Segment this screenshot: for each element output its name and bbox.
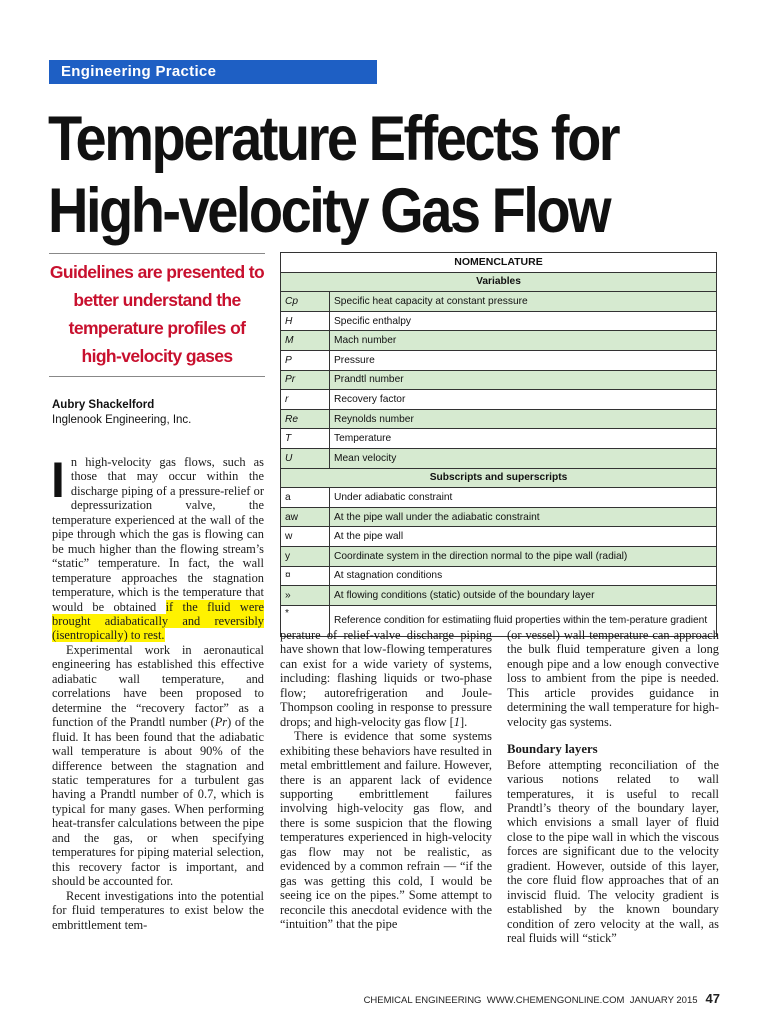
prandtl-symbol: Pr (214, 715, 228, 730)
nom-description: Reynolds number (330, 409, 717, 429)
section-heading: Boundary layers (507, 742, 598, 757)
title-line-2: High-velocity Gas Flow (48, 174, 610, 246)
nom-description: Specific enthalpy (330, 311, 717, 331)
nom-description: Mach number (330, 331, 717, 351)
nom-symbol: H (281, 311, 330, 331)
author-name: Aubry Shackelford (52, 399, 155, 411)
nom-description: Temperature (330, 429, 717, 449)
body-column-1 (51, 452, 265, 932)
paragraph-text: n high-velocity gas flows, such as those that may occur within the discharge piping of a pressure-relief or depressurization valve, the temperature experienced at the wall of the pipe through which the gas is flowing can be much higher than the flowing stream’s “static” temperature. In fact, the wall temperature approaches the stagnation temperature, which is the temperature that would be obtained (52, 455, 264, 614)
paragraph: Recent investigations into the potential for fluid temperatures to exist below the embrittlement tem- (52, 888, 264, 932)
deck-bottom-rule (49, 376, 265, 377)
body-column-3 (507, 628, 719, 946)
title-line-1: Temperature Effects for (48, 103, 619, 174)
article-title (48, 103, 748, 246)
drop-cap: I (51, 452, 65, 508)
subscripts-heading: Subscripts and superscripts (281, 468, 717, 488)
paragraph (280, 628, 492, 729)
page-footer (364, 991, 720, 1006)
reference-number: 1 (453, 714, 460, 729)
footer-text: CHEMICAL ENGINEERING WWW.CHEMENGONLINE.COM JANUARY 2015 (363, 995, 698, 1006)
nom-symbol: aw (281, 507, 330, 527)
nomenclature-heading: NOMENCLATURE (281, 253, 717, 273)
highlighted-text: if the fluid were brought adiabatically and reversibly (isentropically) to rest. (52, 599, 264, 643)
nomenclature-table (280, 252, 717, 637)
page-number: 47 (705, 991, 720, 1006)
author-affiliation: Inglenook Engineering, Inc. (52, 414, 192, 426)
nom-symbol: T (281, 429, 330, 449)
variables-heading: Variables (281, 272, 717, 292)
nom-symbol: U (281, 448, 330, 468)
author-block (52, 398, 191, 428)
nom-symbol: w (281, 527, 330, 547)
nom-description: Specific heat capacity at constant pressure (330, 292, 717, 312)
paragraph-text: perature of relief-valve discharge piping have shown that low-flowing temperatures can exist for a wide variety of systems, including: flashing liquids or two-phase flow; autorefrigeration and Joule-Thompson cooling in response to pressure drops; and high-velocity gas flow [ (280, 628, 492, 729)
paragraph-text: Experimental work in aeronautical engineering has established this effective adiabatic wall temperature, and correlations have been proposed to determine the “recovery factor” as a function of the Prandtl number ( (52, 642, 264, 730)
nom-description: Reference condition for estimatiing fluid properties within the tem-perature gradient (330, 605, 717, 636)
nom-symbol: ¤ (281, 566, 330, 586)
nom-symbol: » (281, 586, 330, 606)
nom-symbol: a (281, 488, 330, 508)
nom-symbol: y (281, 546, 330, 566)
nom-symbol: Pr (281, 370, 330, 390)
deck-top-rule (49, 253, 265, 254)
nom-description: At stagnation conditions (330, 566, 717, 586)
paragraph (51, 452, 264, 643)
nom-description: Mean velocity (330, 448, 717, 468)
nom-symbol: r (281, 390, 330, 410)
body-column-2 (280, 628, 492, 932)
paragraph (52, 643, 264, 889)
paragraph-text: ) of the fluid. It has been found that the adiabatic wall temperature is about 90% of the difference between the stagnation and static temperatures for a turbulent gas having a Prandtl number of 0.7, which is typical for many gases. When performing heat-transfer calculations between the pipe and the gas, or when specifying temperatures for piping material selection, this recovery factor is important, and should be accounted for. (52, 715, 265, 889)
nom-symbol: Cp (281, 292, 330, 312)
paragraph: (or vessel) wall temperature can approach the bulk fluid temperature given a long enough pipe and a low enough convective loss to ambient from the pipe is needed. This article provides guidance in determining the wall temperature for high-velocity gas systems. (507, 628, 719, 729)
nom-description: Prandtl number (330, 370, 717, 390)
article-deck: Guidelines are presented to better understand the temperature profiles of high-velocity gases (49, 262, 265, 366)
paragraph-text: ]. (459, 714, 468, 729)
nom-symbol: P (281, 350, 330, 370)
nom-description: At flowing conditions (static) outside of the boundary layer (330, 586, 717, 606)
nom-description: Coordinate system in the direction normal to the pipe wall (radial) (330, 546, 717, 566)
nom-description: At the pipe wall (330, 527, 717, 547)
nom-description: At the pipe wall under the adiabatic constraint (330, 507, 717, 527)
nom-symbol: M (281, 331, 330, 351)
section-label: Engineering Practice (49, 60, 377, 84)
nom-description: Recovery factor (330, 390, 717, 410)
nom-description: Pressure (330, 350, 717, 370)
nom-description: Under adiabatic constraint (330, 488, 717, 508)
paragraph: There is evidence that some systems exhibiting these behaviors have resulted in metal embrittlement and failure. However, there is an apparent lack of evidence supporting embrittlement failures involving high-velocity gas flow, and there is some suspicion that the flowing temperatures experienced in high-velocity gas flow may not be realistic, as evidenced by a common refrain — “if the gas was getting this cold, I would be seeing ice on the pipes.” Some attempt to reconcile this anecdotal evidence with the “intuition” that the pipe (280, 729, 492, 932)
nom-symbol: Re (281, 409, 330, 429)
paragraph: Before attempting reconciliation of the various notions related to wall temperatures, it is useful to recall Prandtl’s theory of the boundary layer, which envisions a small layer of fluid close to the pipe wall in which the viscous forces are significant due to the velocity gradient. However, outside of this layer, the core fluid flow approaches that of an inviscid fluid. The velocity gradient is established by the known boundary condition of zero velocity at the wall, as real fluids will “stick” (507, 757, 719, 946)
nom-symbol: * (281, 605, 330, 636)
